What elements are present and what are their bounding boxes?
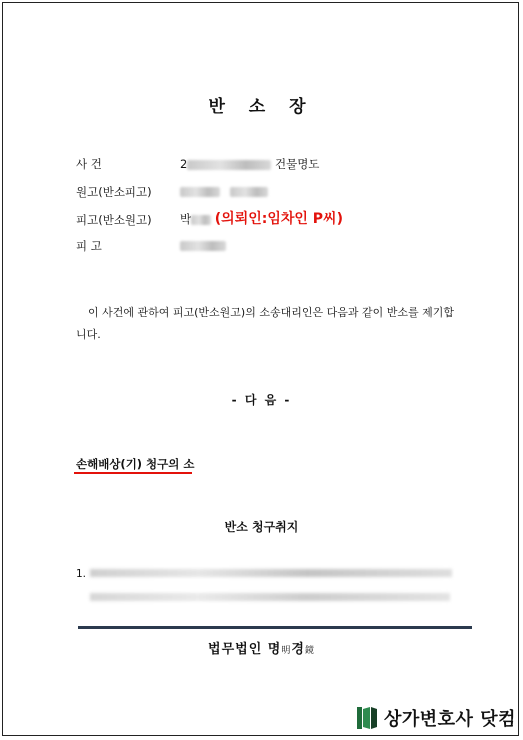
defendant-value [180, 238, 226, 252]
redacted-plaintiff-name [180, 187, 220, 197]
redacted-case-number [187, 160, 271, 170]
defendant-name-prefix: 박 [180, 212, 192, 226]
case-value [180, 156, 319, 172]
redacted-defendant2-name [180, 241, 226, 251]
case-type: 건물명도 [274, 157, 320, 171]
defendant-counter-label: 피고(반소원고) [76, 213, 152, 227]
intro-paragraph: 이 사건에 관하여 피고(반소원고)의 소송대리인은 다음과 같이 반소를 제기합니다. [76, 306, 454, 341]
brand-watermark [356, 703, 516, 733]
subject-red-underline [74, 472, 192, 474]
separator-heading: - 다 음 - [231, 393, 292, 407]
brand-label: 상가변호사 닷컴 [384, 709, 516, 730]
plaintiff-value [180, 184, 268, 198]
redacted-claim-line-1 [90, 569, 452, 577]
redacted-defendant-name [191, 215, 211, 225]
claim-heading: 반소 청구취지 [224, 520, 299, 534]
footer-rule [78, 626, 472, 629]
redacted-claim-line-2 [90, 593, 450, 601]
plaintiff-label: 원고(반소피고) [76, 185, 152, 199]
client-note: (의뢰인:임차인 P씨) [214, 211, 343, 227]
defendant-counter-value [180, 208, 343, 228]
claim-item-number: 1. [76, 568, 87, 580]
defendant-label: 피 고 [76, 239, 102, 253]
firm-char-3: 鏡 [304, 646, 315, 656]
case-number-prefix: 2 [180, 157, 188, 171]
firm-name-main: 법무법인 명 [208, 642, 282, 657]
document-title: 반 소 장 [208, 97, 315, 117]
firm-char-1: 明 [281, 646, 292, 656]
firm-char-2: 경 [291, 642, 305, 657]
claim-subject: 손해배상(기) 청구의 소 [76, 457, 195, 471]
case-label: 사 건 [76, 157, 102, 171]
law-firm-name [0, 638, 523, 657]
redacted-plaintiff-name-2 [230, 187, 268, 197]
book-logo-icon [356, 706, 378, 730]
